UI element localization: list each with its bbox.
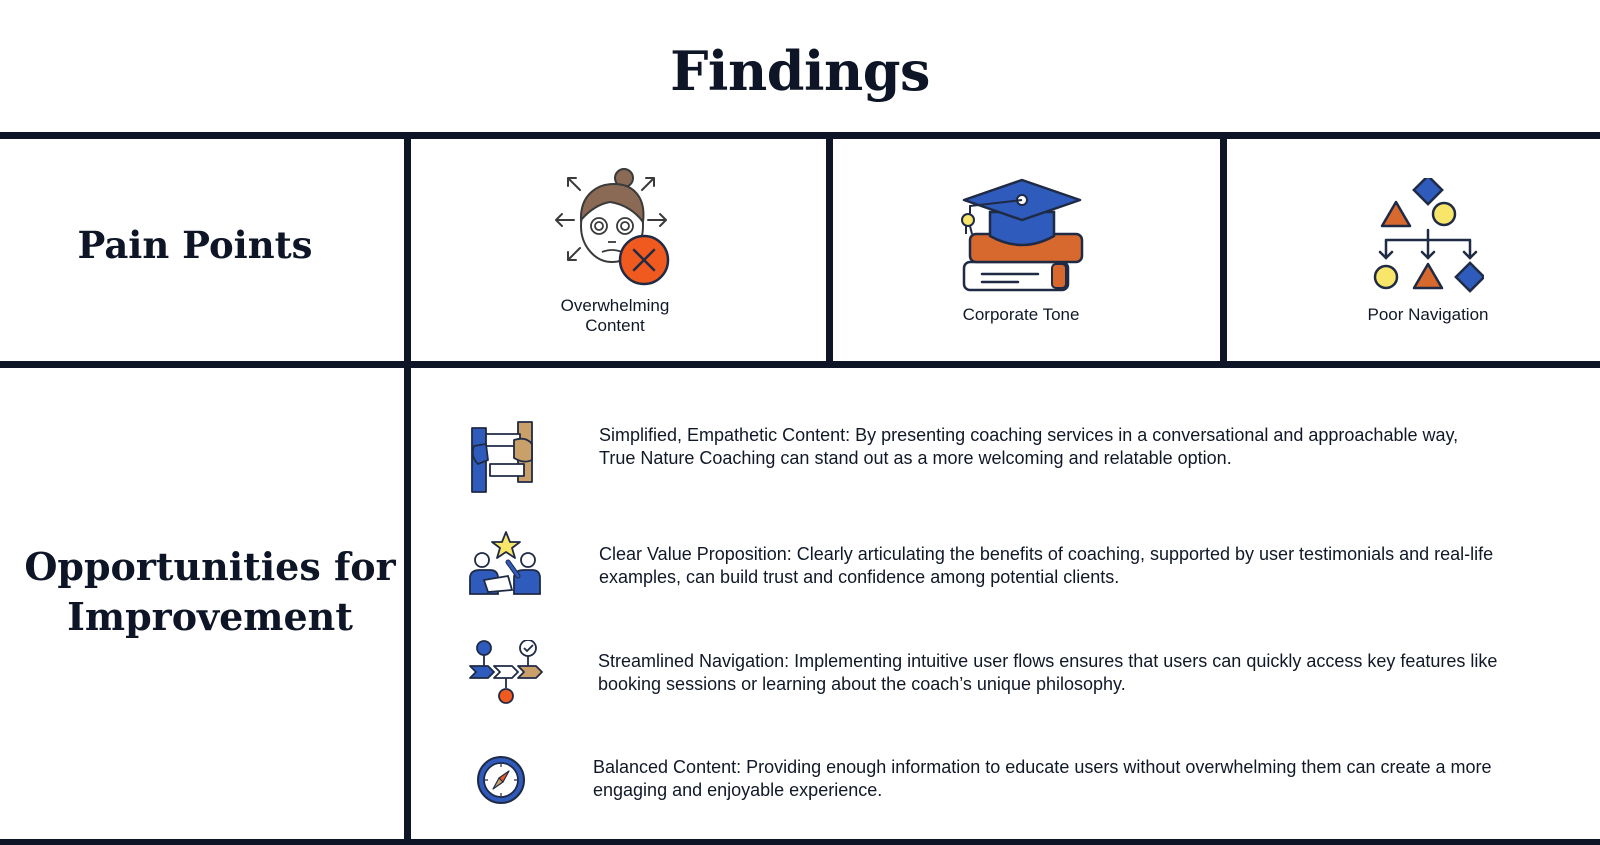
- pain-point-label: Overwhelming Content: [560, 296, 670, 335]
- graduation-cap-books-icon: [958, 178, 1088, 298]
- linked-hands-icon: [468, 420, 542, 496]
- opportunity-text: Balanced Content: Providing enough information to educate users without overwhelming them can create a more engaging and enjoyable experience.: [593, 757, 1492, 800]
- pain-points-heading: Pain Points: [77, 223, 313, 267]
- middle-rule: [0, 361, 1600, 368]
- pain-divider-1: [826, 132, 833, 368]
- shapes-flow-icon: [1372, 178, 1484, 296]
- presentation-star-icon: [468, 530, 544, 602]
- pain-divider-2: [1220, 132, 1227, 368]
- left-column-divider: [404, 132, 411, 845]
- bottom-rule: [0, 839, 1600, 845]
- compass-icon: [475, 754, 527, 806]
- user-flow-icon: [468, 640, 544, 706]
- top-rule: [0, 132, 1600, 139]
- overwhelmed-person-icon: [552, 168, 682, 290]
- page-title: Findings: [670, 39, 930, 103]
- pain-point-label: Poor Navigation: [1367, 305, 1489, 324]
- opportunity-text: Simplified, Empathetic Content: By presenting coaching services in a conversational and approachable way, True Nature Coaching can stand out as a more welcoming and relatable option.: [599, 425, 1459, 468]
- opportunities-heading: Opportunities for Improvement: [24, 544, 396, 639]
- opportunity-text: Streamlined Navigation: Implementing intuitive user flows ensures that users can quickly access key features like booking sessions or learning about the coach’s unique philosophy.: [598, 651, 1498, 694]
- opportunity-text: Clear Value Proposition: Clearly articulating the benefits of coaching, supported by user testimonials and real-life examples, can build trust and confidence among potential clients.: [599, 544, 1494, 587]
- pain-point-label: Corporate Tone: [962, 305, 1080, 324]
